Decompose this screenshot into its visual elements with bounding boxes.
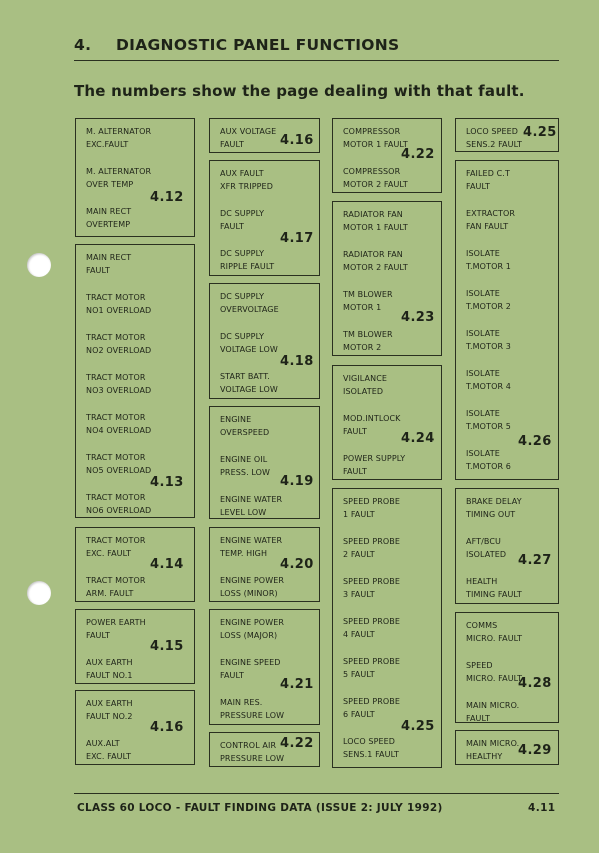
page-reference: 4.25 <box>523 125 557 140</box>
page-reference: 4.12 <box>150 190 184 205</box>
page-reference: 4.17 <box>280 231 314 246</box>
binder-hole-top <box>27 253 51 277</box>
page-reference: 4.16 <box>280 133 314 148</box>
fault-group-box <box>75 609 195 684</box>
page-reference: 4.25 <box>401 719 435 734</box>
page-reference: 4.23 <box>401 310 435 325</box>
fault-label: POWER SUPPLY FAULT <box>343 454 406 476</box>
fault-label: TM BLOWER MOTOR 2 <box>343 330 393 352</box>
page-reference: 4.19 <box>280 474 314 489</box>
fault-group-box <box>209 406 320 519</box>
fault-group-box <box>332 488 442 768</box>
page-reference: 4.28 <box>518 676 552 691</box>
fault-label: AUX EARTH FAULT NO.2 <box>86 699 133 721</box>
fault-label: DC SUPPLY OVERVOLTAGE <box>220 292 279 314</box>
fault-group-box <box>332 365 442 480</box>
fault-label: SPEED MICRO. FAULT <box>466 661 523 683</box>
fault-label: COMPRESSOR MOTOR 2 FAULT <box>343 167 408 189</box>
fault-label: MOD.INTLOCK FAULT <box>343 414 401 436</box>
footer-page-number: 4.11 <box>528 802 556 814</box>
fault-label: AUX.ALT EXC. FAULT <box>86 739 132 761</box>
fault-label: MAIN MICRO. FAULT <box>466 701 520 723</box>
section-title: DIAGNOSTIC PANEL FUNCTIONS <box>116 36 400 54</box>
fault-label: FAILED C.T FAULT <box>466 169 510 191</box>
page-reference: 4.24 <box>401 431 435 446</box>
section-header <box>74 36 400 54</box>
fault-label: MAIN RECT FAULT <box>86 253 132 275</box>
fault-label: RADIATOR FAN MOTOR 1 FAULT <box>343 210 408 232</box>
section-number: 4. <box>74 36 92 54</box>
footer-rule <box>74 793 559 794</box>
fault-label: BRAKE DELAY TIMING OUT <box>466 497 522 519</box>
page-reference: 4.14 <box>150 557 184 572</box>
fault-label: START BATT. VOLTAGE LOW <box>220 372 278 394</box>
fault-label: ENGINE WATER TEMP. HIGH <box>220 536 283 558</box>
fault-label: LOCO SPEED SENS.2 FAULT <box>466 127 523 149</box>
page-reference: 4.13 <box>150 475 184 490</box>
fault-label: TRACT MOTOR EXC. FAULT <box>86 536 146 558</box>
fault-label: SPEED PROBE 3 FAULT <box>343 577 401 599</box>
fault-group-box <box>455 488 559 604</box>
fault-label: ISOLATE T.MOTOR 2 <box>466 289 511 311</box>
fault-label: COMMS MICRO. FAULT <box>466 621 523 643</box>
fault-label: SPEED PROBE 4 FAULT <box>343 617 401 639</box>
fault-label: EXTRACTOR FAN FAULT <box>466 209 516 231</box>
fault-label: AUX VOLTAGE FAULT <box>220 127 277 149</box>
fault-group-box <box>209 283 320 399</box>
fault-group-box <box>209 732 320 767</box>
fault-label: ISOLATE T.MOTOR 3 <box>466 329 511 351</box>
fault-label: TRACT MOTOR NO3 OVERLOAD <box>86 373 152 395</box>
fault-label: AUX FAULT XFR TRIPPED <box>220 169 273 191</box>
fault-label: HEALTH TIMING FAULT <box>466 577 522 599</box>
fault-label: MAIN RECT OVERTEMP <box>86 207 132 229</box>
fault-label: M. ALTERNATOR OVER TEMP <box>86 167 152 189</box>
fault-label: ISOLATE T.MOTOR 5 <box>466 409 511 431</box>
page-reference: 4.29 <box>518 743 552 758</box>
fault-label: MAIN MICRO. HEALTHY <box>466 739 520 761</box>
fault-label: LOCO SPEED SENS.1 FAULT <box>343 737 400 759</box>
fault-label: ENGINE POWER LOSS (MAJOR) <box>220 618 285 640</box>
fault-group-box <box>209 527 320 602</box>
page-reference: 4.16 <box>150 720 184 735</box>
fault-label: ENGINE SPEED FAULT <box>220 658 281 680</box>
fault-label: TRACT MOTOR NO6 OVERLOAD <box>86 493 152 515</box>
fault-label: ISOLATE T.MOTOR 4 <box>466 369 511 391</box>
fault-group-box <box>75 690 195 765</box>
page-subtitle: The numbers show the page dealing with that fault. <box>74 82 525 100</box>
page-reference: 4.21 <box>280 677 314 692</box>
fault-label: TRACT MOTOR NO4 OVERLOAD <box>86 413 152 435</box>
fault-label: AUX EARTH FAULT NO.1 <box>86 658 133 680</box>
fault-label: AFT/BCU ISOLATED <box>466 537 507 559</box>
fault-label: DC SUPPLY FAULT <box>220 209 265 231</box>
page-reference: 4.22 <box>401 147 435 162</box>
page-reference: 4.26 <box>518 434 552 449</box>
page-reference: 4.27 <box>518 553 552 568</box>
fault-label: DC SUPPLY RIPPLE FAULT <box>220 249 275 271</box>
fault-label: ISOLATE T.MOTOR 6 <box>466 449 511 471</box>
fault-label: MAIN RES. PRESSURE LOW <box>220 698 285 720</box>
fault-group-box <box>455 730 559 765</box>
fault-group-box <box>209 118 320 153</box>
fault-label: ISOLATE T.MOTOR 1 <box>466 249 511 271</box>
fault-group-box <box>455 160 559 480</box>
page-reference: 4.22 <box>280 736 314 751</box>
fault-group-box <box>75 244 195 518</box>
fault-label: ENGINE POWER LOSS (MINOR) <box>220 576 285 598</box>
page-reference: 4.20 <box>280 557 314 572</box>
fault-label: VIGILANCE ISOLATED <box>343 374 388 396</box>
fault-label: ENGINE OVERSPEED <box>220 415 270 437</box>
fault-label: COMPRESSOR MOTOR 1 FAULT <box>343 127 408 149</box>
fault-label: SPEED PROBE 2 FAULT <box>343 537 401 559</box>
fault-label: TRACT MOTOR ARM. FAULT <box>86 576 146 598</box>
page-reference: 4.18 <box>280 354 314 369</box>
fault-label: TRACT MOTOR NO5 OVERLOAD <box>86 453 152 475</box>
fault-group-box <box>75 527 195 602</box>
fault-group-box <box>209 160 320 276</box>
fault-label: SPEED PROBE 1 FAULT <box>343 497 401 519</box>
fault-label: TRACT MOTOR NO2 OVERLOAD <box>86 333 152 355</box>
fault-group-box <box>332 118 442 193</box>
fault-label: RADIATOR FAN MOTOR 2 FAULT <box>343 250 408 272</box>
fault-label: SPEED PROBE 6 FAULT <box>343 697 401 719</box>
page-reference: 4.15 <box>150 639 184 654</box>
fault-label: POWER EARTH FAULT <box>86 618 146 640</box>
fault-label: ENGINE OIL PRESS. LOW <box>220 455 271 477</box>
fault-label: TRACT MOTOR NO1 OVERLOAD <box>86 293 152 315</box>
footer-text: CLASS 60 LOCO - FAULT FINDING DATA (ISSUE 2: JULY 1992) <box>77 802 443 814</box>
fault-label: TM BLOWER MOTOR 1 <box>343 290 393 312</box>
fault-group-box <box>455 612 559 723</box>
fault-label: DC SUPPLY VOLTAGE LOW <box>220 332 278 354</box>
fault-group-box <box>75 118 195 237</box>
fault-label: M. ALTERNATOR EXC.FAULT <box>86 127 152 149</box>
fault-group-box <box>209 609 320 725</box>
fault-label: CONTROL AIR PRESSURE LOW <box>220 741 285 763</box>
header-rule <box>74 60 559 61</box>
fault-label: SPEED PROBE 5 FAULT <box>343 657 401 679</box>
fault-group-box <box>332 201 442 356</box>
fault-group-box <box>455 118 559 152</box>
binder-hole-bottom <box>27 581 51 605</box>
fault-label: ENGINE WATER LEVEL LOW <box>220 495 283 517</box>
